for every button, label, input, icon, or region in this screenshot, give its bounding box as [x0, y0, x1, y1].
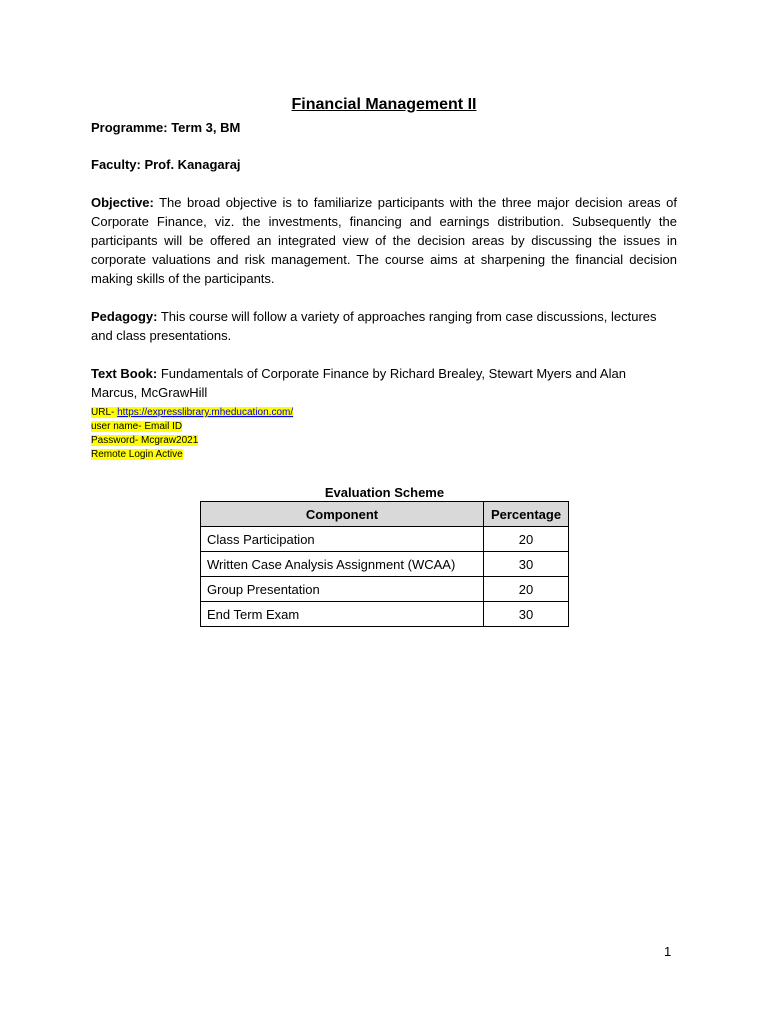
table-row	[201, 602, 569, 627]
percentage-cell: 20	[484, 527, 569, 552]
remote-login-text: Remote Login Active	[91, 449, 183, 460]
pedagogy-label: Pedagogy:	[91, 309, 158, 324]
header-percentage: Percentage	[484, 502, 569, 527]
objective-label: Objective:	[91, 195, 154, 210]
percentage-cell: 30	[484, 602, 569, 627]
programme-line: Programme: Term 3, BM	[91, 120, 241, 135]
table-row	[201, 552, 569, 577]
component-cell: End Term Exam	[201, 602, 484, 627]
percentage-cell: 30	[484, 552, 569, 577]
component-cell: Class Participation	[201, 527, 484, 552]
evaluation-caption: Evaluation Scheme	[324, 485, 445, 500]
remote-login-line	[91, 448, 183, 462]
table-row	[201, 577, 569, 602]
textbook-text: Fundamentals of Corporate Finance by Richard Brealey, Stewart Myers and Alan Marcus, McGrawHill	[91, 366, 626, 400]
url-prefix: URL-	[91, 407, 118, 418]
document-title: Financial Management II	[291, 96, 477, 113]
password-line	[91, 434, 198, 448]
expresslibrary-link[interactable]: https://expresslibrary.mheducation.com/	[117, 407, 294, 418]
textbook-paragraph	[91, 364, 663, 402]
pedagogy-text: This course will follow a variety of approaches ranging from case discussions, lectures and class presentations.	[91, 309, 657, 343]
table-row	[201, 527, 569, 552]
textbook-label: Text Book:	[91, 366, 158, 381]
username-line	[91, 420, 182, 434]
objective-text: The broad objective is to familiarize participants with the three major decision areas of Corporate Finance, viz. the investments, financing and earnings distribution. Subsequently the participants will be offered an integrated view of the decision areas by discussing the issues in corporate valuations and risk management. The course aims at sharpening the financial decision making skills of the participants.	[91, 195, 677, 286]
username-text: user name- Email ID	[91, 421, 183, 432]
percentage-cell: 20	[484, 577, 569, 602]
url-highlight	[91, 407, 293, 418]
pedagogy-paragraph	[91, 307, 677, 345]
url-line	[91, 406, 293, 420]
header-component: Component	[201, 502, 484, 527]
password-text: Password- Mcgraw2021	[91, 435, 199, 446]
page-number: 1	[664, 944, 672, 959]
table-header-row	[201, 502, 569, 527]
objective-paragraph	[91, 193, 677, 288]
component-cell: Group Presentation	[201, 577, 484, 602]
evaluation-table	[200, 501, 569, 627]
component-cell: Written Case Analysis Assignment (WCAA)	[201, 552, 484, 577]
faculty-line: Faculty: Prof. Kanagaraj	[91, 157, 241, 172]
